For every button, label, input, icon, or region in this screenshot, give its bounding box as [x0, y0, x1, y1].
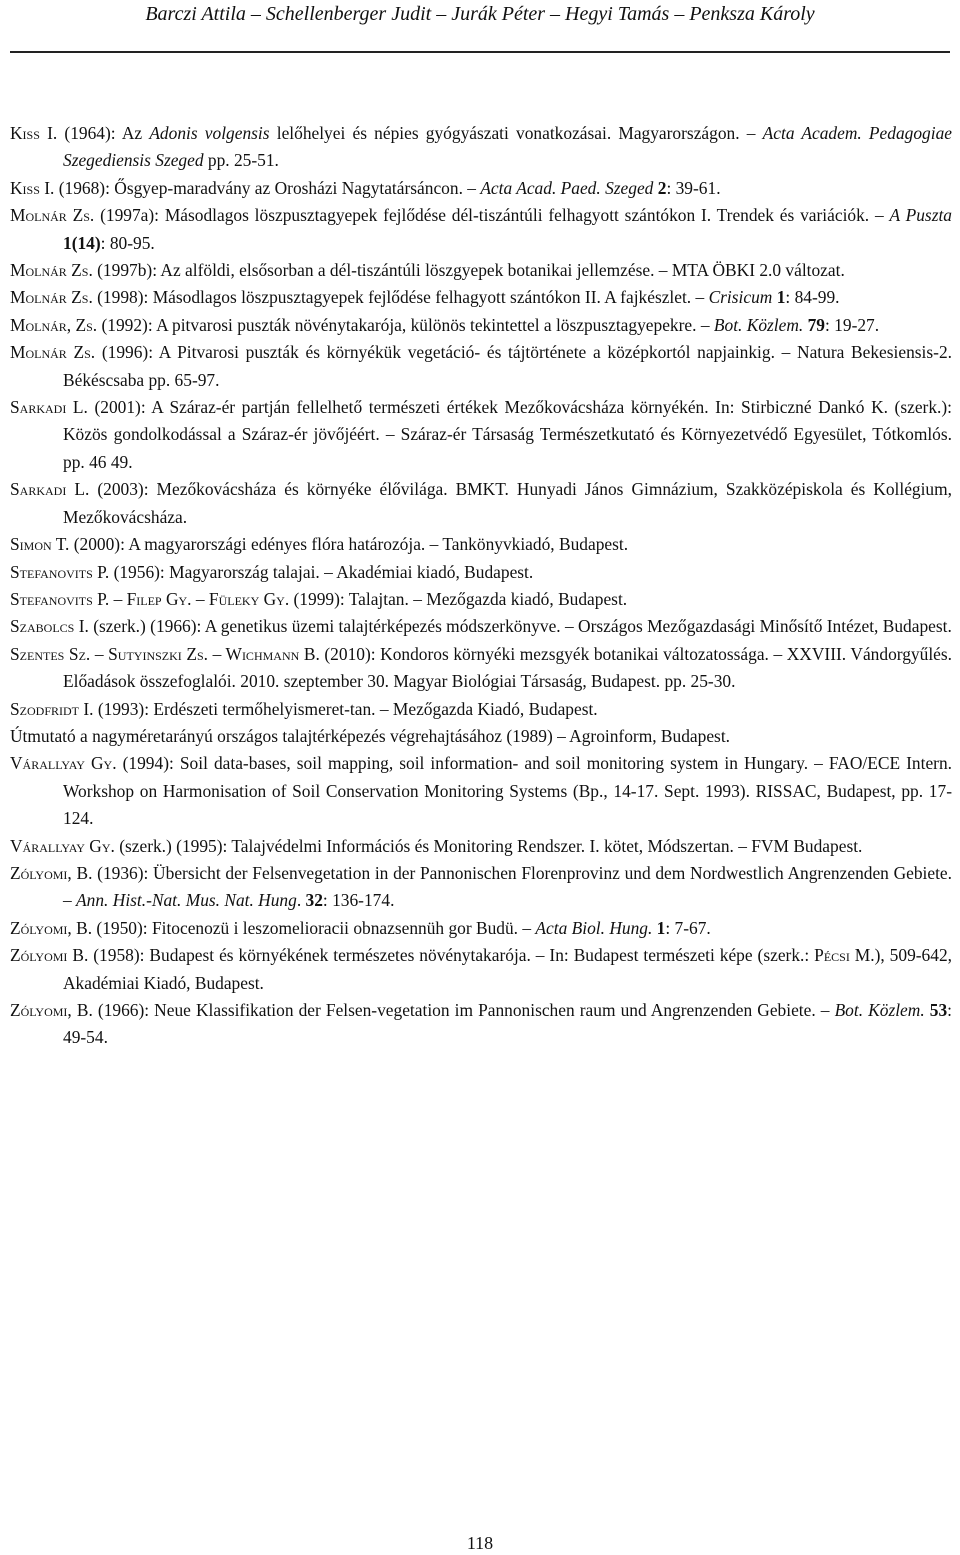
- reference-entry: [10, 833, 952, 860]
- reference-author: Stefanovits P.: [10, 561, 110, 582]
- reference-author: Sarkadi L.: [10, 397, 88, 418]
- reference-text: (1992): A pitvarosi puszták növénytakarója, különös tekintettel a löszpusztagyepekre. –: [97, 314, 714, 335]
- reference-text: Útmutató a nagyméretarányú országos talajtérképezés végrehajtásához (1989) – Agroinform, Budapest.: [10, 725, 731, 746]
- reference-italic-text: Bot. Közlem.: [713, 314, 804, 335]
- reference-author: Molnár Zs.: [10, 205, 95, 226]
- reference-author: Simon T.: [10, 534, 70, 555]
- reference-text: (1998): Másodlagos löszpusztagyepek fejlődése felhagyott szántókon II. A fajkészlet. –: [92, 287, 709, 308]
- reference-author: Sarkadi L.: [10, 479, 90, 500]
- reference-author: Zólyomi B.: [10, 945, 89, 966]
- reference-text: (2003): Mezőkovácsháza és környéke élővilága. BMKT. Hunyadi János Gimnázium, Szakközépiskola és Kollégium, Mezőkovácsháza.: [63, 479, 953, 527]
- reference-author: Szentes Sz. – Sutyinszki Zs. – Wichmann B.: [10, 643, 320, 664]
- reference-entry: [10, 723, 952, 750]
- reference-text: (2000): A magyarországi edényes flóra határozója. – Tankönyvkiadó, Budapest.: [69, 534, 629, 555]
- reference-text: (szerk.) (1966): A genetikus üzemi talajtérképezés módszerkönyve. – Országos Mezőgazdasági Minősítő Intézet, Budapest.: [88, 616, 952, 637]
- reference-entry: [10, 284, 952, 311]
- reference-author: Zólyomi, B.: [10, 917, 93, 938]
- reference-entry: [10, 613, 952, 640]
- reference-volume: 79: [807, 314, 825, 335]
- reference-volume: 53: [929, 1000, 948, 1020]
- reference-editor-name: Pécsi: [814, 945, 850, 966]
- reference-entry: [10, 312, 952, 339]
- reference-entry: [10, 339, 952, 394]
- reference-text: (1956): Magyarország talajai. – Akadémiai kiadó, Budapest.: [109, 561, 534, 582]
- reference-text: (1993): Erdészeti termőhelyismeret-tan. – Mezőgazda Kiadó, Budapest.: [93, 698, 598, 719]
- reference-entry: [10, 120, 952, 175]
- reference-author: Stefanovits P. – Filep Gy. – Füleky Gy.: [10, 588, 290, 609]
- reference-italic-text: Ann. Hist.-Nat. Mus. Nat. Hung: [76, 890, 297, 911]
- reference-text: : 80-95.: [100, 232, 155, 253]
- reference-italic-text: Acta Academ. Pedagogiae Szegediensis Szeged: [63, 123, 952, 171]
- reference-text: (1968): Ősgyep-maradvány az Orosházi Nagytatársáncon. –: [54, 177, 481, 198]
- reference-text: pp. 25-51.: [203, 150, 279, 171]
- reference-text: : 19-27.: [825, 314, 880, 335]
- reference-entry: [10, 750, 952, 832]
- reference-entry: [10, 641, 952, 696]
- reference-list: [10, 120, 952, 1052]
- reference-text: : 7-67.: [665, 917, 711, 938]
- reference-entry: [10, 860, 952, 915]
- reference-text: : 49-54.: [63, 1000, 952, 1048]
- running-header-authors: Barczi Attila – Schellenberger Judit – Jurák Péter – Hegyi Tamás – Penksza Károly: [145, 3, 815, 25]
- reference-entry: [10, 476, 952, 531]
- reference-text: : 39-61.: [666, 177, 721, 198]
- reference-text: (1936): Übersicht der Felsenvegetation in der Pannonischen Florenprovinz und dem Nordwestlich Angrenzenden Gebiete. –: [63, 862, 953, 911]
- reference-text: .: [296, 890, 306, 911]
- reference-entry: [10, 696, 952, 723]
- reference-text: (szerk.) (1995): Talajvédelmi Információs és Monitoring Rendszer. I. kötet, Módszertan. – FVM Budapest.: [114, 835, 863, 856]
- reference-author: Molnár Zs.: [10, 342, 96, 363]
- reference-author: Kiss I.: [10, 177, 55, 198]
- reference-volume: 2: [657, 177, 667, 198]
- reference-text: : 84-99.: [785, 287, 840, 308]
- reference-text: M.), 509-642, Akadémiai Kiadó, Budapest.: [63, 945, 952, 993]
- reference-italic-text: Acta Acad. Paed. Szeged: [480, 177, 654, 198]
- reference-entry: [10, 257, 952, 284]
- reference-volume: 1(14): [63, 232, 101, 253]
- reference-italic-text: Bot. Közlem.: [834, 1000, 925, 1020]
- reference-entry: [10, 942, 952, 997]
- header-rule: [10, 51, 950, 53]
- reference-text: (1996): A Pitvarosi puszták és környékük vegetáció- és tájtörténete a középkortól napjainkig. – Natura Bekesiensis-2. Békéscsaba pp. 65-97.: [63, 342, 952, 390]
- running-header: [0, 0, 960, 54]
- page-number: 118: [466, 1533, 494, 1553]
- reference-author: Várallyay Gy.: [10, 835, 115, 856]
- reference-text: (1997b): Az alföldi, elsősorban a dél-tiszántúli löszgyepek botanikai jellemzése. – MTA ÖBKI 2.0 változat.: [92, 260, 845, 281]
- reference-author: Molnár Zs.: [10, 260, 93, 281]
- reference-text: (1999): Talajtan. – Mezőgazda kiadó, Budapest.: [289, 588, 628, 609]
- reference-text: (1964): Az: [57, 123, 150, 143]
- reference-text: (1966): Neue Klassifikation der Felsen-vegetation im Pannonischen raum und Angrenzenden Gebiete. –: [92, 1000, 835, 1020]
- reference-text: (1997a): Másodlagos löszpusztagyepek fejlődése dél-tiszántúli felhagyott szántókon I. Trendek és variációk. –: [94, 205, 890, 226]
- reference-entry: [10, 531, 952, 558]
- reference-text: (1950): Fitocenozü i leszomelioracii obnazsennüh gor Budü. –: [92, 917, 536, 938]
- reference-author: Kiss I.: [10, 123, 58, 143]
- reference-author: Zólyomi, B.: [10, 1000, 93, 1020]
- reference-author: Molnár Zs.: [10, 287, 93, 308]
- reference-volume: 32: [305, 890, 323, 911]
- reference-italic-text: A Puszta: [889, 205, 952, 226]
- reference-author: Várallyay Gy.: [10, 753, 117, 774]
- reference-entry: [10, 559, 952, 586]
- reference-author: Zólyomi, B.: [10, 862, 93, 883]
- reference-volume: 1: [776, 287, 786, 308]
- reference-text: (2001): A Száraz-ér partján fellelhető természeti értékek Mezőkovácsháza környékén. In: Stirbiczné Dankó K. (szerk.): Közös gondolkodással a Száraz-ér jövőjéért. – Száraz-ér Társaság Természetkutató és Környezetvédő Egyesület, Tótkomlós. pp. 46 49.: [63, 397, 953, 472]
- reference-text: lelőhelyei és népies gyógyászati vonatkozásai. Magyarországon. –: [269, 123, 763, 143]
- reference-author: Szodfridt I.: [10, 698, 94, 719]
- reference-italic-text: Acta Biol. Hung.: [535, 917, 653, 938]
- reference-entry: [10, 175, 952, 202]
- reference-volume: 1: [656, 917, 666, 938]
- reference-text: : 136-174.: [322, 890, 395, 911]
- reference-entry: [10, 586, 952, 613]
- reference-author: Szabolcs I.: [10, 616, 89, 637]
- reference-entry: [10, 915, 952, 942]
- reference-text: (1994): Soil data-bases, soil mapping, soil information- and soil monitoring system in Hungary. – FAO/ECE Intern. Workshop on Harmonisation of Soil Conservation Monitoring Systems (Bp., 14-17. Sept. 1993). RISSAC, Budapest, pp. 17-124.: [63, 753, 953, 829]
- reference-text: (2010): Kondoros környéki mezsgyék botanikai változatossága. – XXVIII. Vándorgyűlés. Előadások összefoglalói. 2010. szeptember 30. Magyar Biológiai Társaság, Budapest. pp. 25-30.: [63, 643, 952, 692]
- reference-author: Molnár, Zs.: [10, 314, 98, 335]
- reference-entry: [10, 202, 952, 257]
- reference-entry: [10, 394, 952, 476]
- reference-italic-text: Crisicum: [708, 287, 773, 308]
- reference-entry: [10, 997, 952, 1052]
- reference-text: (1958): Budapest és környékének természetes növénytakarója. – In: Budapest természeti képe (szerk.:: [88, 945, 815, 966]
- reference-italic-text: Adonis volgensis: [149, 123, 270, 143]
